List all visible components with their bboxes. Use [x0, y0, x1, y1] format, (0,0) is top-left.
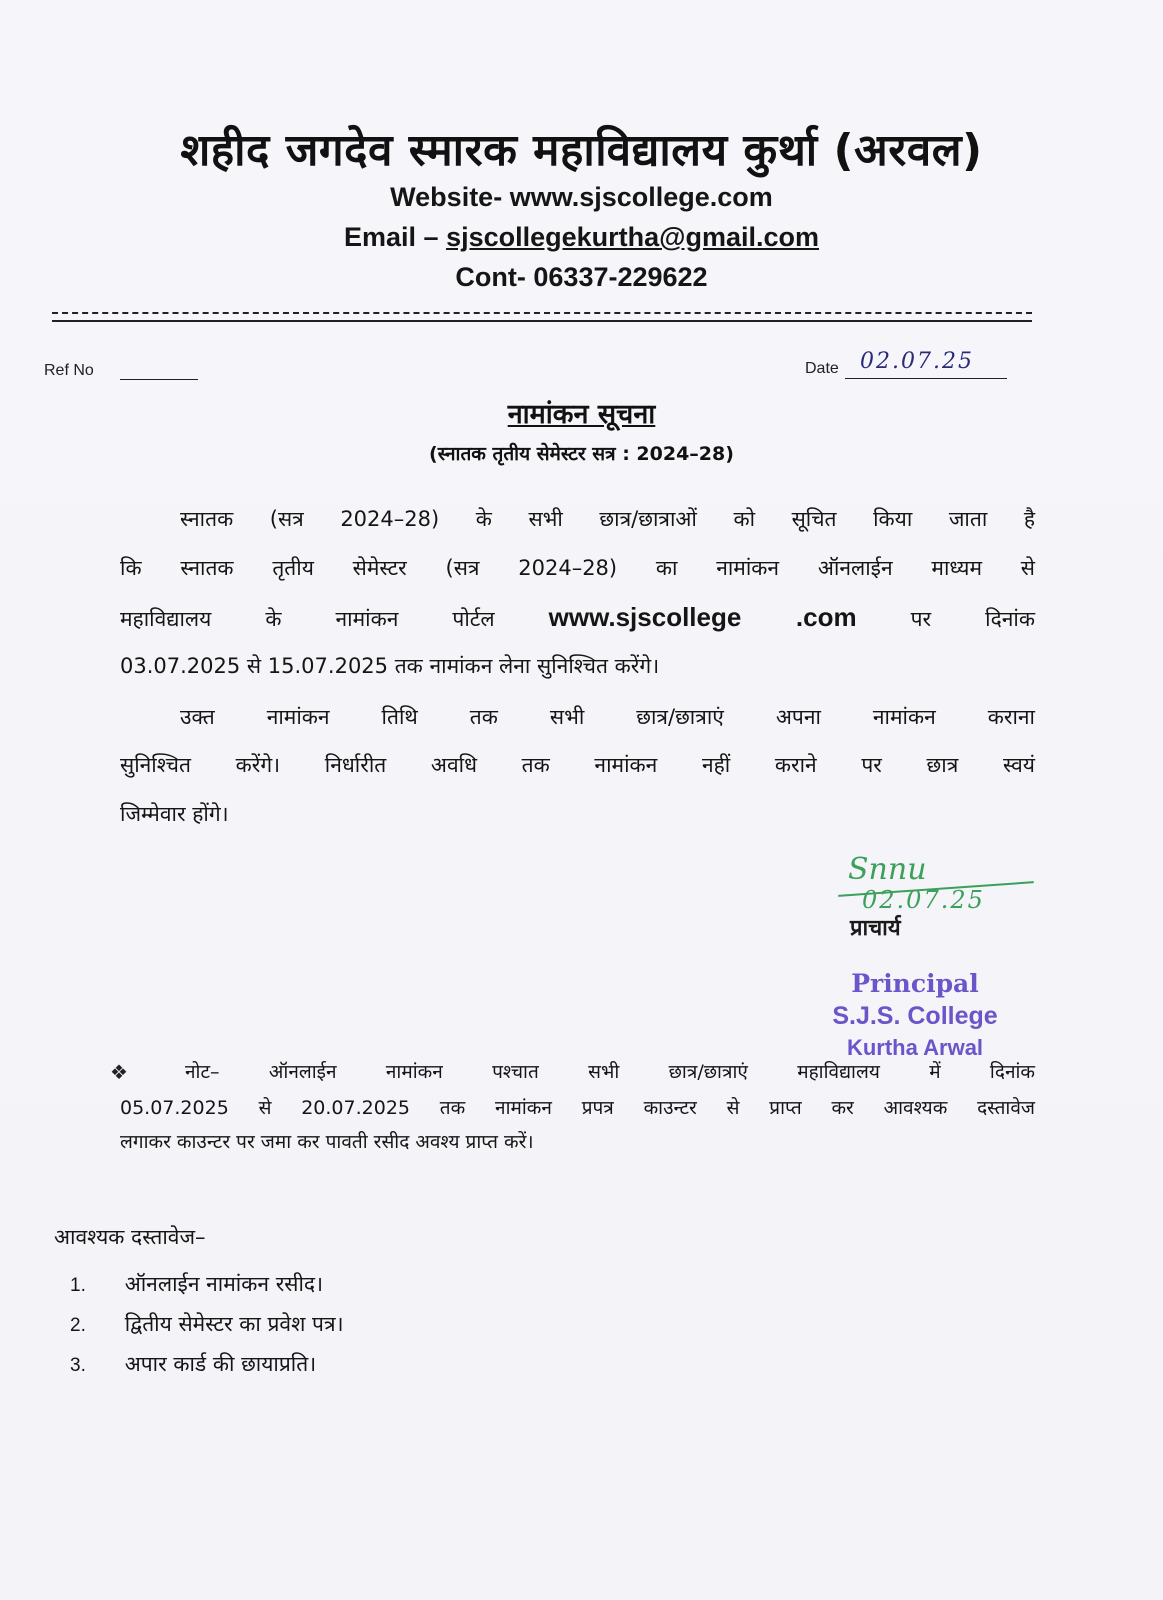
email-label: Email –: [343, 222, 439, 252]
stamp-line3: Kurtha Arwal: [846, 1035, 984, 1060]
para1-line2: कि स्नातक तृतीय सेमेस्टर (सत्र 2024–28) का नामांकन ऑनलाईन माध्यम से: [120, 556, 1035, 580]
list-item-text: ऑनलाईन नामांकन रसीद।: [124, 1272, 324, 1296]
list-item-text: द्वितीय सेमेस्टर का प्रवेश पत्र।: [124, 1312, 344, 1336]
para1-line3-a: महाविद्यालय के नामांकन पोर्टल: [120, 607, 495, 631]
email-link[interactable]: sjscollegekurtha@gmail.com: [446, 222, 820, 252]
website-line: [0, 182, 1163, 213]
contact-number: Cont- 06337-229622: [455, 262, 708, 292]
note-line3: लगाकर काउन्टर पर जमा कर पावती रसीद अवश्य प्राप्त करें।: [120, 1131, 534, 1153]
list-item-number: 2.: [70, 1315, 86, 1336]
para1-line1: स्नातक (सत्र 2024–28) के सभी छात्र/छात्राओं को सूचित किया जाता है: [180, 507, 1035, 531]
note-line2: 05.07.2025 से 20.07.2025 तक नामांकन प्रपत्र काउन्टर से प्राप्त कर आवश्यक दस्तावेज: [120, 1097, 1035, 1119]
ref-label: Ref No: [44, 362, 94, 379]
list-item: [70, 1350, 316, 1378]
date-label: Date: [805, 360, 839, 377]
principal-stamp: [800, 968, 1030, 1064]
notice-subtitle: (स्नातक तृतीय सेमेस्टर सत्र : 2024–28): [429, 443, 734, 465]
email-line: [0, 222, 1163, 253]
header-divider-dashed: [52, 312, 1032, 314]
para1-line3-b: पर दिनांक: [910, 607, 1035, 631]
header-divider-solid: [52, 320, 1032, 322]
list-item: [70, 1270, 323, 1298]
para2-line2: सुनिश्चित करेंगे। निर्धारीत अवधि तक नामांकन नहीं कराने पर छात्र स्वयं: [120, 753, 1035, 777]
list-item: [70, 1310, 344, 1338]
designation-hindi: प्राचार्य: [850, 916, 901, 941]
stamp-line2: S.J.S. College: [832, 1002, 998, 1030]
college-name: शहीद जगदेव स्मारक महाविद्यालय कुर्था (अरवल): [180, 125, 983, 176]
principal-signature: Snnu: [848, 852, 927, 887]
signature-date: 02.07.25: [862, 886, 985, 914]
note-line1: नोट– ऑनलाईन नामांकन पश्चात सभी छात्र/छात्राएं महाविद्यालय में दिनांक: [185, 1061, 1035, 1083]
para2-line1: उक्त नामांकन तिथि तक सभी छात्र/छात्राएं अपना नामांकन कराना: [180, 705, 1035, 729]
para1-line3: [120, 602, 1035, 633]
list-item-number: 1.: [70, 1275, 86, 1296]
para1-line4: 03.07.2025 से 15.07.2025 तक नामांकन लेना सुनिश्चित करेंगे।: [120, 654, 660, 678]
portal-link[interactable]: www.sjscollege .com: [548, 602, 857, 632]
date-blank: [845, 378, 1007, 379]
documents-heading: आवश्यक दस्तावेज–: [54, 1225, 206, 1249]
notice-title: नामांकन सूचना: [507, 399, 656, 430]
note-bullet-icon: ❖: [110, 1060, 128, 1084]
website-link[interactable]: www.sjscollege.com: [509, 182, 773, 212]
list-item-number: 3.: [70, 1355, 86, 1376]
para2-line3: जिम्मेवार होंगे।: [120, 802, 229, 826]
ref-blank: [120, 379, 198, 380]
website-label: Website-: [390, 182, 503, 212]
list-item-text: अपार कार्ड की छायाप्रति।: [124, 1352, 317, 1376]
stamp-line1: Principal: [851, 969, 979, 998]
date-handwritten: 02.07.25: [860, 349, 974, 374]
